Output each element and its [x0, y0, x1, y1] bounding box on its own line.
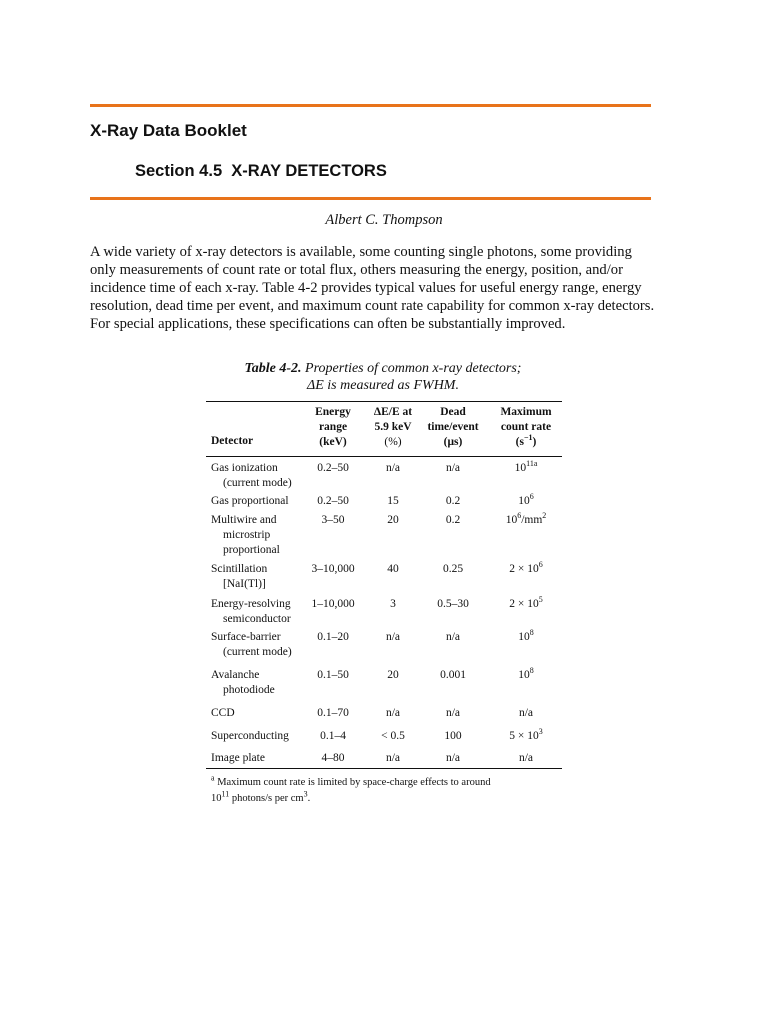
dead-time-cell: 0.001	[440, 669, 466, 681]
max-count-rate-cell	[490, 461, 562, 476]
energy-range-cell: 0.1–20	[317, 631, 349, 643]
max-count-rate-cell	[490, 668, 562, 683]
energy-range-cell: 3–50	[321, 514, 345, 526]
top-accent-rule	[90, 104, 651, 107]
intro-line: incidence time of each x-ray. Table 4-2 provides typical values for useful energy range, energy	[90, 280, 642, 296]
header-line: (keV)	[319, 436, 347, 448]
header-max-count-rate	[490, 405, 562, 450]
detector-line: (current mode)	[223, 646, 292, 658]
header-energy-range	[305, 405, 361, 450]
header-line: (%)	[384, 436, 402, 448]
header-unit-exp: −1	[523, 433, 533, 443]
energy-range-cell: 0.1–70	[317, 707, 349, 719]
section-accent-rule	[90, 197, 651, 200]
author-name: Albert C. Thompson	[325, 212, 443, 228]
resolution-cell: n/a	[385, 462, 401, 474]
header-unit-close: )	[532, 436, 537, 448]
detector-cell	[211, 706, 235, 721]
resolution-cell: 40	[387, 563, 399, 575]
header-line: Dead	[440, 406, 466, 418]
energy-range-cell: 0.1–50	[317, 669, 349, 681]
detector-cell	[211, 597, 291, 627]
energy-range-cell: 1–10,000	[311, 598, 355, 610]
dead-time-cell: n/a	[445, 752, 461, 764]
header-dead-time	[422, 405, 484, 450]
footnote-line	[211, 791, 571, 807]
resolution-cell: 15	[387, 495, 399, 507]
table-header-rule	[206, 456, 562, 457]
footnote-text: 10	[211, 793, 222, 804]
rate-base: 10	[505, 514, 518, 526]
dead-time-cell: 0.2	[445, 514, 461, 526]
header-line: range	[318, 421, 348, 433]
detector-line: Gas ionization	[211, 462, 278, 474]
header-unit: (s	[515, 436, 524, 448]
footnote-exp: 11	[221, 789, 230, 799]
header-resolution	[364, 405, 422, 450]
rate-exponent: 8	[529, 666, 534, 676]
table-top-rule	[206, 401, 562, 402]
max-count-rate-cell	[490, 706, 562, 721]
rate-exponent: 5	[538, 595, 543, 605]
max-count-rate-cell	[490, 597, 562, 612]
max-count-rate-cell	[490, 494, 562, 509]
max-count-rate-cell	[490, 729, 562, 744]
detector-line: photodiode	[223, 684, 275, 696]
resolution-cell: 20	[387, 669, 399, 681]
header-line: Energy	[315, 406, 351, 418]
resolution-cell: n/a	[385, 631, 401, 643]
resolution-cell: < 0.5	[381, 730, 405, 742]
resolution-cell: n/a	[385, 752, 401, 764]
rate-base: 5 × 10	[509, 730, 539, 742]
energy-range-cell: 4–80	[321, 752, 345, 764]
detector-cell	[211, 630, 292, 660]
rate-base: n/a	[518, 752, 534, 764]
header-line: ΔE/E at	[373, 406, 413, 418]
dead-time-cell: 0.2	[445, 495, 461, 507]
rate-suffix: /mm	[521, 514, 543, 526]
detector-line: Superconducting	[211, 730, 289, 742]
header-line: Maximum	[500, 406, 552, 418]
energy-range-cell: 3–10,000	[311, 563, 355, 575]
detector-cell	[211, 729, 289, 744]
rate-exponent: 3	[538, 727, 543, 737]
dead-time-cell: 0.25	[442, 563, 464, 575]
header-line: time/event	[427, 421, 479, 433]
detector-line: Scintillation	[211, 563, 268, 575]
detector-cell	[211, 751, 265, 766]
footnote-line	[211, 775, 571, 791]
energy-range-cell: 0.2–50	[317, 495, 349, 507]
rate-exponent: 8	[529, 628, 534, 638]
detector-line: proportional	[223, 544, 280, 556]
intro-line: only measurements of count rate or total flux, others measuring the energy, position, and/or	[90, 262, 623, 278]
table-footnote	[211, 775, 571, 807]
detector-line: Surface-barrier	[211, 631, 281, 643]
header-line	[490, 435, 562, 450]
detector-line: [NaI(Tl)]	[223, 578, 266, 590]
rate-exponent: 6	[517, 511, 522, 521]
rate-base: 10	[518, 631, 530, 643]
table-caption-text-2: ΔE is measured as FWHM.	[307, 378, 459, 393]
dead-time-cell: n/a	[445, 707, 461, 719]
max-count-rate-cell	[490, 513, 562, 528]
rate-base: 10	[514, 462, 527, 474]
energy-range-cell: 0.2–50	[317, 462, 349, 474]
dead-time-cell: 0.5–30	[437, 598, 469, 610]
rate-base: 2 × 10	[509, 563, 539, 575]
header-line: (μs)	[443, 436, 463, 448]
intro-line: A wide variety of x-ray detectors is available, some counting single photons, some providing	[90, 244, 632, 260]
energy-range-cell: 0.1–4	[320, 730, 346, 742]
detector-line: (current mode)	[223, 477, 292, 489]
table-bottom-rule	[206, 768, 562, 769]
rate-exponent: 11a	[526, 459, 538, 469]
intro-paragraph	[90, 243, 690, 333]
rate-suffix-exponent: 2	[542, 511, 547, 521]
footnote-exp: 3	[303, 789, 308, 799]
detector-line: Gas proportional	[211, 495, 289, 507]
resolution-cell: 3	[390, 598, 396, 610]
max-count-rate-cell	[490, 562, 562, 577]
rate-base: 10	[518, 495, 530, 507]
table-caption-text: Properties of common x-ray detectors;	[301, 361, 522, 376]
intro-line: resolution, dead time per event, and maximum count rate capability for common x-ray detectors.	[90, 298, 655, 314]
rate-base: 2 × 10	[509, 598, 539, 610]
detector-line: Energy-resolving	[211, 598, 291, 610]
resolution-cell: 20	[387, 514, 399, 526]
footnote-text: .	[307, 793, 311, 804]
header-detector: Detector	[211, 435, 254, 447]
intro-line: For special applications, these specifications can often be substantially improved.	[90, 316, 566, 332]
resolution-cell: n/a	[385, 707, 401, 719]
rate-base: n/a	[518, 707, 534, 719]
dead-time-cell: n/a	[445, 462, 461, 474]
detector-cell	[211, 513, 280, 558]
detector-cell	[211, 461, 292, 491]
table-caption-label: Table 4-2.	[244, 361, 302, 376]
footnote-marker: a	[211, 773, 215, 783]
dead-time-cell: n/a	[445, 631, 461, 643]
header-line: 5.9 keV	[374, 421, 412, 433]
dead-time-cell: 100	[444, 730, 462, 742]
section-title: Section 4.5 X-RAY DETECTORS	[135, 162, 387, 180]
detector-line: Avalanche	[211, 669, 260, 681]
detector-line: Image plate	[211, 752, 265, 764]
detector-cell	[211, 562, 267, 592]
detector-line: semiconductor	[223, 613, 291, 625]
footnote-text: photons/s per cm	[229, 793, 304, 804]
footnote-text: Maximum count rate is limited by space-charge effects to around	[214, 777, 491, 788]
rate-exponent: 6	[538, 560, 543, 570]
detector-line: CCD	[211, 707, 235, 719]
booklet-title: X-Ray Data Booklet	[90, 121, 247, 140]
max-count-rate-cell	[490, 751, 562, 766]
detector-cell	[211, 668, 275, 698]
max-count-rate-cell	[490, 630, 562, 645]
rate-base: 10	[518, 669, 530, 681]
detector-line: microstrip	[223, 529, 271, 541]
detector-line: Multiwire and	[211, 514, 277, 526]
header-line: count rate	[500, 421, 552, 433]
rate-exponent: 6	[529, 492, 534, 502]
table-caption	[200, 360, 566, 394]
detector-cell	[211, 494, 289, 509]
